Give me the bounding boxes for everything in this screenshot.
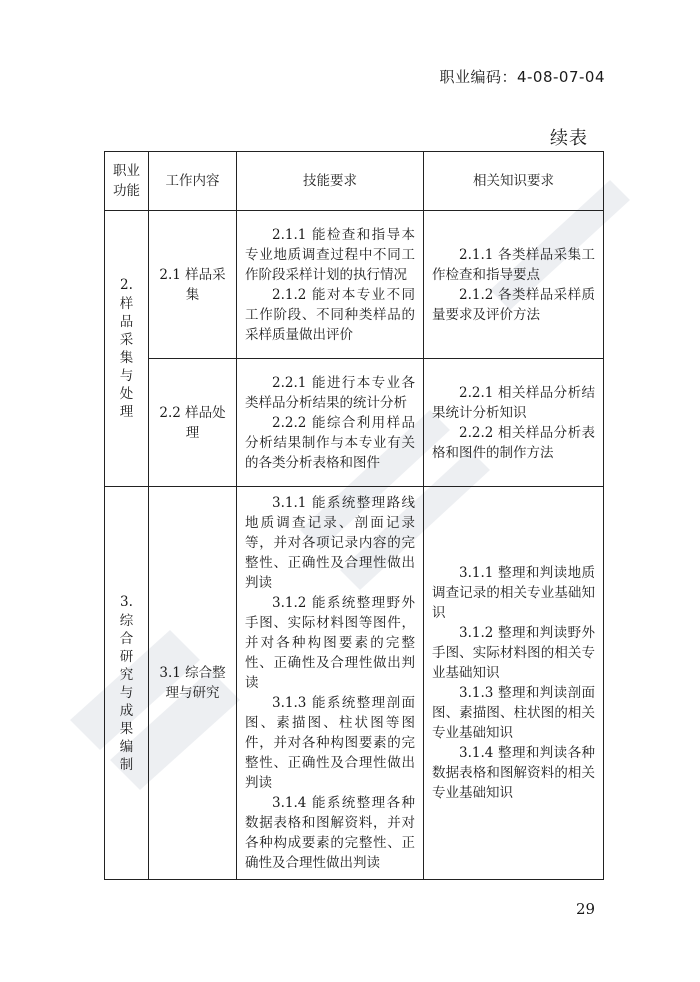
- skill-item: 3.1.3 能系统整理剖面图、素描图、柱状图等图件，并对各种构图要素的完整性、正确性及合理性做出判读: [245, 695, 415, 791]
- skill-item: 2.1.1 能检查和指导本专业地质调查过程中不同工作阶段采样计划的执行情况: [245, 226, 415, 283]
- skills-table: [104, 151, 604, 880]
- skill-item: 3.1.2 能系统整理野外手图、实际材料图等图件，并对各种构图要素的完整性、正确性及合理性做出判读: [245, 595, 415, 691]
- content-cell: 2.2 样品处理: [149, 359, 237, 487]
- knowledge-item: 3.1.2 整理和判读野外手图、实际材料图的相关专业基础知识: [432, 625, 595, 681]
- knowledge-item: 2.1.1 各类样品采集工作检查和指导要点: [432, 246, 595, 283]
- header-function-label: 职业功能: [113, 163, 140, 199]
- knowledge-item: 3.1.4 整理和判读各种数据表格和图解资料的相关专业基础知识: [432, 745, 595, 801]
- function-number: 3.: [120, 593, 133, 610]
- skills-cell: [237, 487, 424, 880]
- function-cell-2: [105, 211, 149, 487]
- knowledge-cell: [424, 211, 604, 359]
- skills-cell: [237, 359, 424, 487]
- skill-item: 2.2.2 能综合利用样品分析结果制作与本专业有关的各类分析表格和图件: [245, 414, 415, 471]
- content-cell: 2.1 样品采集: [149, 211, 237, 359]
- knowledge-item: 2.2.2 相关样品分析表格和图件的制作方法: [432, 424, 595, 461]
- content-cell: 3.1 综合整理与研究: [149, 487, 237, 880]
- header-knowledge: 相关知识要求: [424, 152, 604, 211]
- table-header-row: [105, 152, 604, 211]
- skills-cell: [237, 211, 424, 359]
- table-row: [105, 359, 604, 487]
- header-content: 工作内容: [149, 152, 237, 211]
- skill-item: 2.1.2 能对本专业不同工作阶段、不同种类样品的采样质量做出评价: [245, 286, 415, 343]
- skill-item: 3.1.1 能系统整理路线地质调查记录、剖面记录等，并对各项记录内容的完整性、正确性及合理性做出判读: [245, 495, 415, 591]
- occupation-code: 职业编码：4-08-07-04: [439, 68, 605, 86]
- skill-item: 2.2.1 能进行本专业各类样品分析结果的统计分析: [245, 374, 415, 411]
- function-cell-3: [105, 487, 149, 880]
- knowledge-item: 2.1.2 各类样品采样质量要求及评价方法: [432, 286, 595, 323]
- function-number: 2.: [120, 277, 133, 293]
- knowledge-item: 3.1.1 整理和判读地质调查记录的相关专业基础知识: [432, 565, 595, 621]
- skill-item: 3.1.4 能系统整理各种数据表格和图解资料，并对各种构成要素的完整性、正确性及合理性做出判读: [245, 795, 415, 871]
- table-row: [105, 211, 604, 359]
- knowledge-item: 2.2.1 相关样品分析结果统计分析知识: [432, 384, 595, 421]
- header-function: [105, 152, 149, 211]
- page-number: 29: [576, 900, 596, 918]
- knowledge-item: 3.1.3 整理和判读剖面图、素描图、柱状图的相关专业基础知识: [432, 685, 595, 741]
- table-row: [105, 487, 604, 880]
- header-skills: 技能要求: [237, 152, 424, 211]
- knowledge-cell: [424, 359, 604, 487]
- function-name: 综合研究与成果编制: [119, 612, 134, 773]
- function-name: 样品采集与处理: [119, 296, 134, 420]
- continued-table-title: 续表: [550, 128, 588, 149]
- knowledge-cell: [424, 487, 604, 880]
